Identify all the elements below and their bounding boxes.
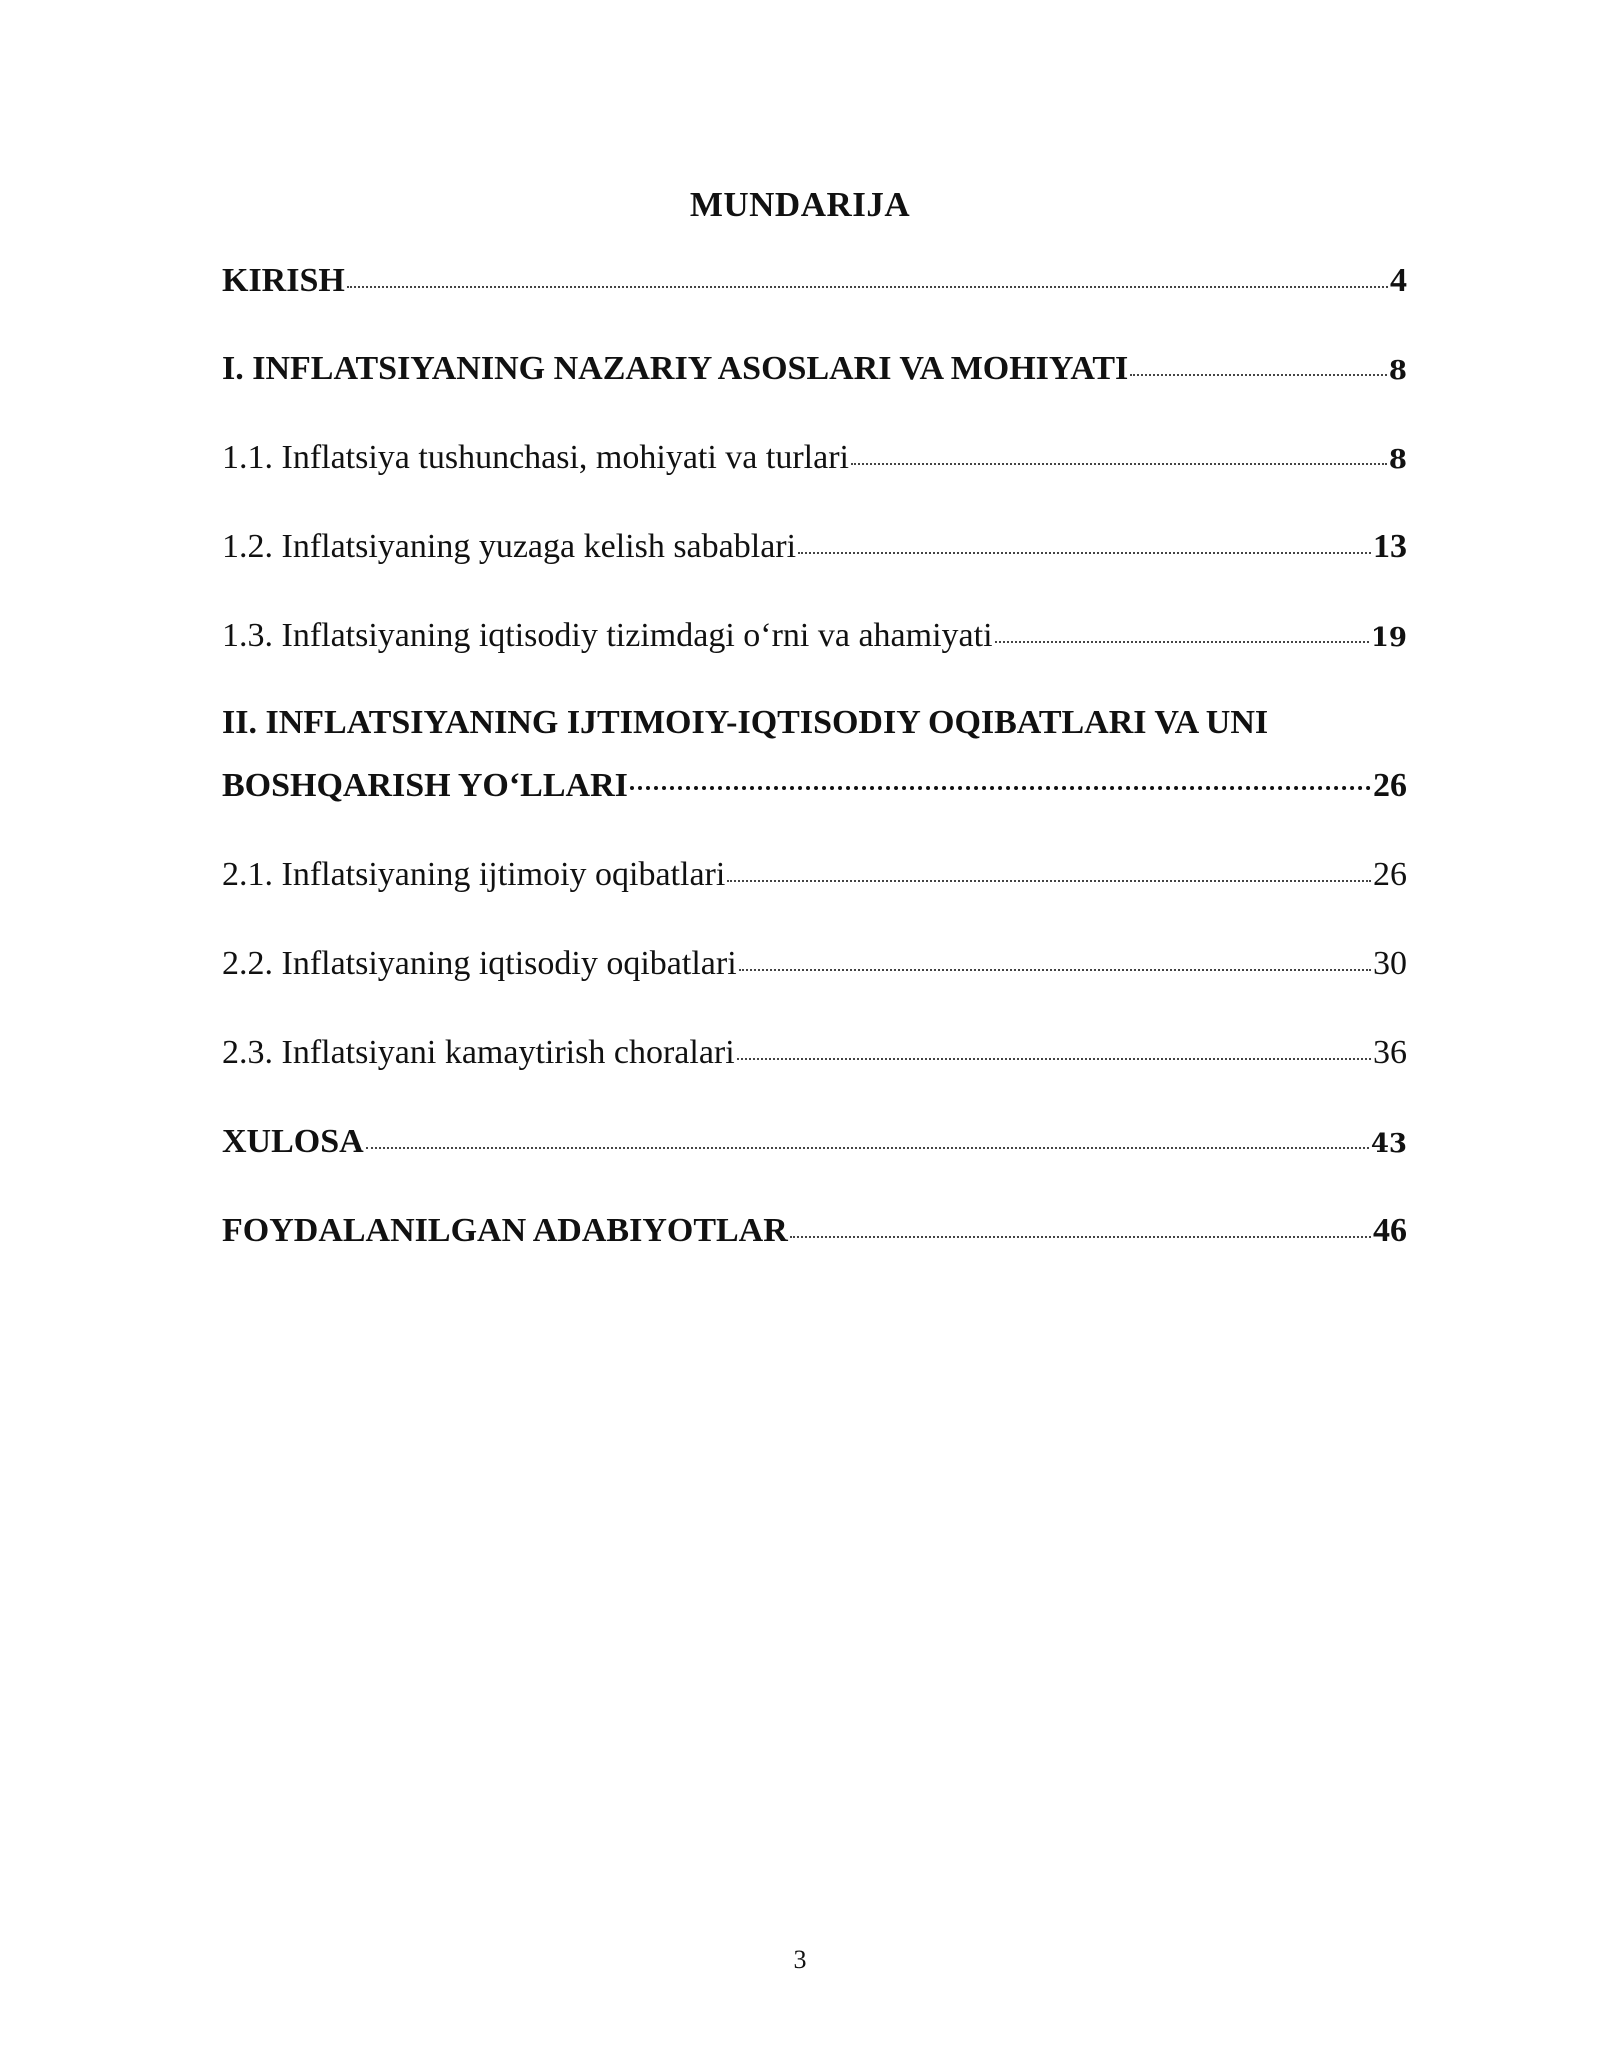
dot-leader (366, 1147, 1369, 1149)
dot-leader (995, 641, 1369, 643)
toc-entry-label: BOSHQARISH YO‘LLARI (222, 767, 628, 804)
toc-entry-section-1-2[interactable] (222, 528, 1407, 566)
toc-entry-section-2-2[interactable] (222, 945, 1407, 983)
toc-entry-page: 46 (1373, 1212, 1407, 1249)
toc-entry-label: 2.1. Inflatsiyaning ijtimoiy oqibatlari (222, 856, 726, 893)
toc-entry-label: 1.1. Inflatsiya tushunchasi, mohiyati va turlari (222, 439, 849, 476)
toc-entry-section-2-1[interactable] (222, 856, 1407, 894)
toc-entry-page: 26 (1373, 767, 1407, 804)
toc-entry-page: 13 (1373, 528, 1407, 565)
toc-entry-label: FOYDALANILGAN ADABIYOTLAR (222, 1212, 788, 1249)
toc-entry-section-1-3[interactable] (222, 617, 1407, 655)
toc-entry-page: 43 (1370, 1129, 1407, 1159)
toc-entry-section-1-1[interactable] (222, 439, 1407, 477)
dot-leader (630, 786, 1371, 790)
dot-leader (727, 880, 1371, 882)
toc-entry-page: 19 (1370, 623, 1407, 653)
toc-entry-page: 8 (1388, 445, 1407, 475)
toc-entry-xulosa[interactable] (222, 1123, 1407, 1161)
toc-entry-page: 26 (1373, 856, 1407, 893)
dot-leader (737, 1058, 1371, 1060)
toc-entry-label: 2.2. Inflatsiyaning iqtisodiy oqibatlari (222, 945, 737, 982)
toc-entry-section-2-3[interactable] (222, 1034, 1407, 1072)
toc-entry-label: 1.3. Inflatsiyaning iqtisodiy tizimdagi o‘rni va ahamiyati (222, 617, 993, 654)
page-number: 3 (793, 1945, 807, 1974)
dot-leader (851, 463, 1387, 465)
dot-leader (798, 552, 1371, 554)
toc-entry-chapter-2[interactable] (222, 767, 1407, 805)
toc-entry-label: I. INFLATSIYANING NAZARIY ASOSLARI VA MOHIYATI (222, 350, 1129, 387)
toc-entry-label: XULOSA (222, 1123, 364, 1160)
toc-entry-label: KIRISH (222, 262, 345, 299)
toc-entry-label: 2.3. Inflatsiyani kamaytirish choralari (222, 1034, 735, 1071)
toc-entry-page: 36 (1373, 1034, 1407, 1071)
dot-leader (790, 1236, 1371, 1238)
toc-entry-kirish[interactable] (222, 262, 1407, 300)
toc-entry-page: 8 (1388, 356, 1407, 386)
toc-entry-adabiyotlar[interactable] (222, 1212, 1407, 1250)
toc-entry-page: 30 (1373, 945, 1407, 982)
page-title: MUNDARIJA (689, 185, 911, 224)
dot-leader (347, 286, 1388, 288)
toc-entry-page: 4 (1390, 262, 1407, 299)
toc-entry-label: 1.2. Inflatsiyaning yuzaga kelish sabablari (222, 528, 797, 565)
toc-entry-chapter-2-line-1[interactable]: II. INFLATSIYANING IJTIMOIY-IQTISODIY OQIBATLARI VA UNI (222, 704, 1269, 741)
dot-leader (1130, 374, 1387, 376)
dot-leader (739, 969, 1371, 971)
toc-entry-chapter-1[interactable] (222, 350, 1407, 388)
